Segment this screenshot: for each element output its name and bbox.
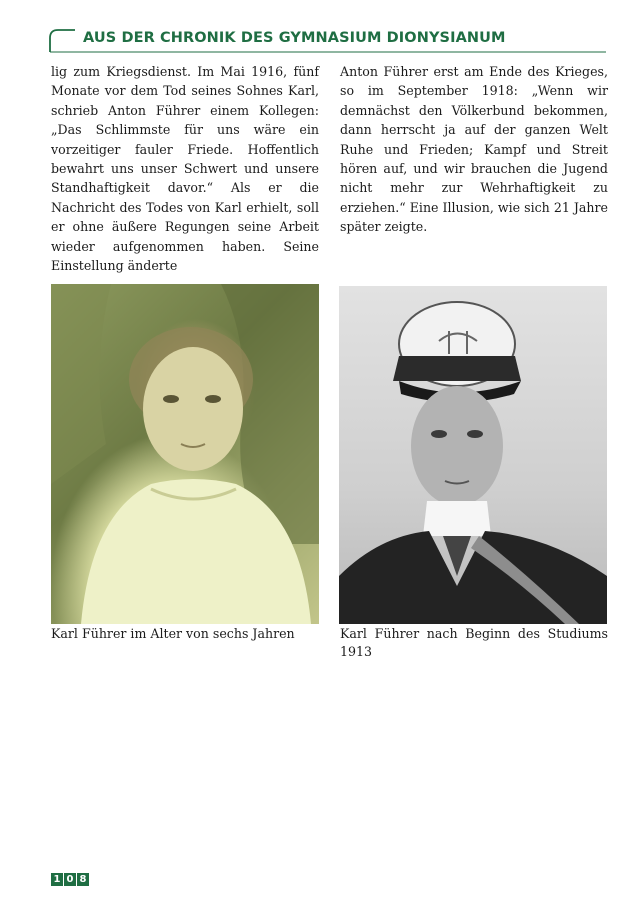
student-portrait-illustration: [339, 286, 607, 624]
article-text-left: lig zum Kriegsdienst. Im Mai 1916, fünf Monate vor dem Tod seines Sohnes Karl, schrieb Anton Führer einem Kollegen: „Das Schlimmste für uns wäre ein vorzeitiger fauler Friede. Hoffentlich bewahrt uns unser Schwert und unsere Standhaftigkeit davor.“ Als er die Nachricht des Todes von Karl erhielt, soll er ohne äußere Regungen seine Arbeit wieder aufgenommen haben. Seine Einstellung änderte: [51, 64, 319, 274]
photo-student-portrait: [339, 286, 607, 624]
page-header: [49, 27, 606, 53]
caption-child-portrait: Karl Führer im Alter von sechs Jahren: [51, 626, 295, 641]
article-text-right: Anton Führer erst am Ende des Krieges, so im September 1918: „Wenn wir demnächst den Völkerbund bekommen, dann herrscht ja auf der ganzen Welt Ruhe und Frieden; Kampf und Streit hören auf, und wir brauchen die Jugend nicht mehr zur Wehrhaftigkeit zu erziehen.“ Eine Illusion, wie sich 21 Jahre später zeigte.: [340, 64, 608, 235]
page-number-digit: 1: [51, 873, 63, 886]
caption-student-portrait: Karl Führer nach Beginn des Studiums 1913: [340, 626, 608, 659]
child-portrait-illustration: [51, 284, 319, 624]
header-title: AUS DER CHRONIK DES GYMNASIUM DIONYSIANUM: [83, 30, 506, 46]
article-column-right: [340, 62, 608, 237]
page-number-digit: 8: [77, 873, 89, 886]
photo-child-portrait: [51, 284, 319, 624]
page-number-digit: 0: [64, 873, 76, 886]
page-number: [51, 873, 89, 886]
article-column-left: [51, 62, 319, 275]
